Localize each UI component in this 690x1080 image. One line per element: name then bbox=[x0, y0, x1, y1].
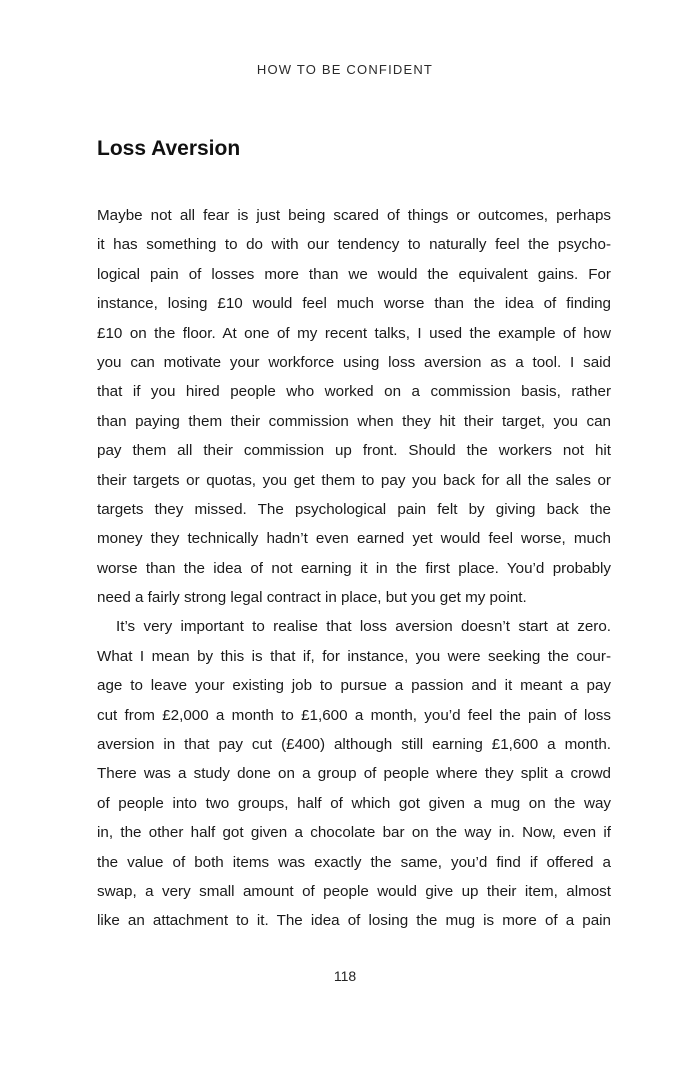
text-line: worse than the idea of not earning it in the first place. You’d probably bbox=[97, 559, 611, 577]
text-line: swap, a very small amount of people would give up their item, almost bbox=[97, 882, 611, 900]
text-line: of people into two groups, half of which got given a mug on the way bbox=[97, 794, 611, 812]
text-line: in, the other half got given a chocolate bar on the way in. Now, even if bbox=[97, 824, 611, 842]
text-line: money they technically hadn’t even earned yet would feel worse, much bbox=[97, 530, 611, 548]
page-number: 118 bbox=[333, 968, 357, 984]
text-line: Maybe not all fear is just being scared of things or outcomes, perhaps bbox=[97, 207, 611, 224]
text-line: What I mean by this is that if, for instance, you were seeking the cour- bbox=[97, 647, 611, 665]
text-line: cut from £2,000 a month to £1,600 a month, you’d feel the pain of loss bbox=[97, 706, 611, 724]
body-text bbox=[97, 201, 611, 936]
running-header: HOW TO BE CONFIDENT bbox=[256, 62, 434, 77]
text-line: you can motivate your workforce using loss aversion as a tool. I said bbox=[97, 353, 611, 371]
text-line: There was a study done on a group of people where they split a crowd bbox=[97, 765, 611, 783]
text-line: need a fairly strong legal contract in place, but you get my point. bbox=[97, 589, 527, 607]
text-line: logical pain of losses more than we would the equivalent gains. For bbox=[97, 265, 611, 283]
text-line: the value of both items was exactly the same, you’d find if offered a bbox=[97, 853, 611, 871]
text-line: instance, losing £10 would feel much worse than the idea of finding bbox=[97, 295, 611, 313]
text-line: their targets or quotas, you get them to pay you back for all the sales or bbox=[97, 471, 611, 489]
section-title: Loss Aversion bbox=[97, 137, 241, 160]
text-line: than paying them their commission when they hit their target, you can bbox=[97, 412, 611, 430]
text-line: It’s very important to realise that loss aversion doesn’t start at zero. bbox=[116, 618, 611, 636]
text-line: £10 on the floor. At one of my recent talks, I used the example of how bbox=[97, 324, 611, 342]
text-line: targets they missed. The psychological pain felt by giving back the bbox=[97, 500, 611, 518]
text-line: aversion in that pay cut (£400) although still earning £1,600 a month. bbox=[97, 736, 611, 754]
text-line: it has something to do with our tendency to naturally feel the psycho- bbox=[97, 236, 611, 254]
text-line: that if you hired people who worked on a commission basis, rather bbox=[97, 383, 611, 401]
text-line: like an attachment to it. The idea of losing the mug is more of a pain bbox=[97, 912, 611, 930]
text-line: age to leave your existing job to pursue a passion and it meant a pay bbox=[97, 677, 611, 695]
text-line: pay them all their commission up front. Should the workers not hit bbox=[97, 442, 611, 460]
